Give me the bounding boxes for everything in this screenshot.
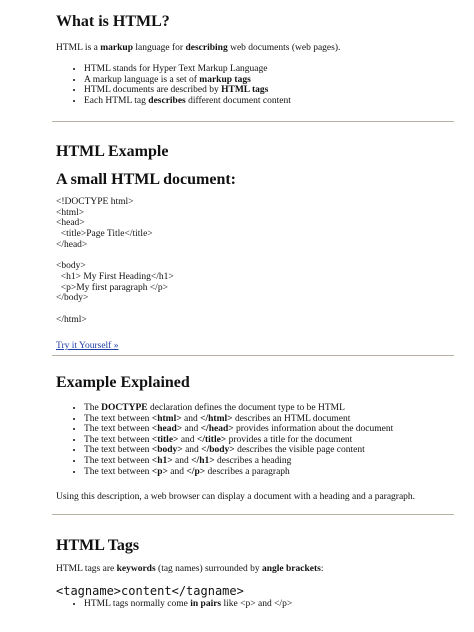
- divider: [52, 514, 454, 515]
- divider: [52, 355, 454, 356]
- list-item: [84, 467, 393, 478]
- list-item-text: The text between: [84, 424, 152, 435]
- list-item-text: and: [182, 424, 201, 435]
- section-what-is-html: [56, 12, 170, 32]
- list-item-text: HTML stands for Hyper Text Markup Language: [84, 64, 268, 74]
- list-item-bold-text: in pairs: [190, 599, 222, 609]
- list-item: [84, 96, 291, 107]
- inline-bold-text: keywords: [116, 564, 156, 574]
- list-item: [84, 435, 393, 446]
- list-item-text: describes the visible page content: [234, 445, 365, 456]
- list-item-text: like <p> and </p>: [221, 599, 293, 609]
- list-item-bold-text: </title>: [196, 434, 227, 445]
- list-item-text: HTML tags normally come: [84, 599, 191, 609]
- list-item-text: and: [181, 413, 201, 424]
- list-item-text: The text between: [84, 466, 152, 477]
- inline-bold-text: angle brackets: [261, 564, 321, 574]
- list-item-bold-text: </h1>: [191, 455, 215, 466]
- list-item-text: describes a heading: [214, 455, 292, 466]
- list-item: [84, 75, 291, 86]
- heading-small-document: A small HTML document:: [56, 171, 237, 188]
- list-item-text: Each HTML tag: [84, 95, 149, 106]
- heading-html-tags: HTML Tags: [56, 537, 140, 554]
- inline-text: :: [320, 564, 324, 574]
- list-item-text: The text between: [84, 445, 152, 456]
- list-item-bold-text: <body>: [151, 445, 183, 456]
- list-item-text: and: [167, 466, 187, 477]
- divider: [52, 121, 454, 122]
- tags-intro-paragraph: [56, 563, 323, 575]
- list-item-text: describes a paragraph: [205, 466, 290, 477]
- list-item-bold-text: <head>: [151, 424, 183, 435]
- list-item: [84, 424, 393, 435]
- list-item-bold-text: markup tags: [199, 74, 251, 85]
- example-explained-list: [56, 403, 393, 477]
- inline-bold-text: markup: [100, 43, 133, 53]
- code-example: <!DOCTYPE html> <html> <head> <title>Page Title</title> </head> <body> <h1> My First Heading</h1> <p>My first paragraph </p> </body> </html>: [56, 197, 174, 325]
- list-item-bold-text: </html>: [200, 413, 233, 424]
- list-item-text: declaration defines the document type to be HTML: [147, 403, 345, 413]
- list-item-text: The text between: [84, 434, 152, 445]
- list-item-text: The text between: [84, 413, 152, 424]
- inline-text: web documents (web pages).: [227, 43, 341, 53]
- list-item: [84, 456, 393, 467]
- list-item-bold-text: </head>: [200, 424, 234, 435]
- html-tags-list: [56, 599, 292, 610]
- list-item-text: provides information about the document: [233, 424, 394, 435]
- inline-text: HTML is a: [56, 43, 101, 53]
- summary-paragraph: Using this description, a web browser can display a document with a heading and a paragraph.: [56, 492, 416, 502]
- list-item-bold-text: <h1>: [151, 455, 173, 466]
- inline-text: (tag names) surrounded by: [155, 564, 262, 574]
- list-item: [84, 445, 393, 456]
- list-item-text: describes an HTML document: [232, 413, 351, 424]
- inline-bold-text: describing: [185, 43, 228, 53]
- heading-html-example: HTML Example: [56, 143, 169, 160]
- list-item: [84, 403, 393, 414]
- list-item-text: The: [84, 403, 102, 413]
- list-item-bold-text: HTML tags: [221, 85, 269, 96]
- list-item-bold-text: describes: [148, 95, 186, 106]
- list-item: [84, 85, 291, 96]
- tag-syntax: <tagname>content</tagname>: [56, 584, 244, 598]
- list-item-text: A markup language is a set of: [84, 74, 200, 85]
- try-it-yourself-link[interactable]: Try it Yourself »: [56, 341, 119, 351]
- list-item-bold-text: <p>: [151, 466, 168, 477]
- heading-example-explained: Example Explained: [56, 374, 190, 391]
- list-item-text: and: [178, 434, 197, 445]
- list-item-text: HTML documents are described by: [84, 85, 222, 96]
- list-item-text: and: [182, 445, 202, 456]
- list-item-text: provides a title for the document: [226, 434, 353, 445]
- list-item-bold-text: </p>: [186, 466, 206, 477]
- list-item-text: different document content: [185, 95, 291, 106]
- list-item-text: The text between: [84, 455, 152, 466]
- inline-text: HTML tags are: [56, 564, 117, 574]
- list-item-bold-text: DOCTYPE: [101, 403, 148, 413]
- what-is-html-list: [56, 64, 291, 106]
- intro-paragraph: [56, 42, 340, 54]
- list-item: [84, 599, 292, 610]
- list-item-bold-text: </body>: [201, 445, 235, 456]
- list-item-text: and: [172, 455, 192, 466]
- heading-what-is-html: What is HTML?: [56, 13, 170, 30]
- list-item-bold-text: <html>: [151, 413, 182, 424]
- list-item-bold-text: <title>: [151, 434, 179, 445]
- inline-text: language for: [132, 43, 186, 53]
- list-item: [84, 414, 393, 425]
- list-item: [84, 64, 291, 75]
